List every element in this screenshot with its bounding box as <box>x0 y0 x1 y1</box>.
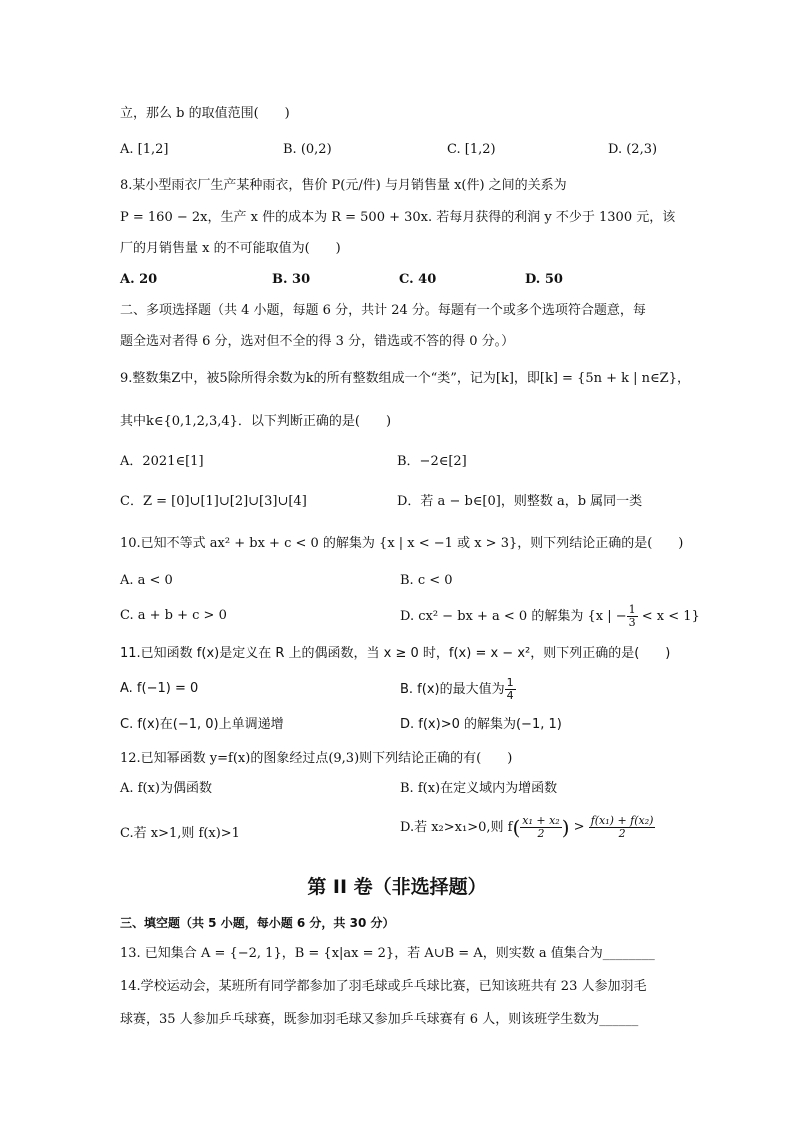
q8-line-1: 8.某小型雨衣厂生产某种雨衣，售价 P(元/件) 与月销售量 x(件) 之间的关系为 <box>120 178 567 193</box>
q10-option-d-tail: < x < 1} <box>637 609 700 624</box>
section2-line-2: 题全选对者得 6 分，选对但不全的得 3 分，错选或不答的得 0 分。） <box>120 334 515 349</box>
q12-option-a: A. f(x)为偶函数 <box>120 781 212 796</box>
q9-option-b: B．−2∈[2] <box>397 454 467 469</box>
q11-option-b-fraction: $\frac{1}{4}$ <box>506 676 514 702</box>
q12-option-d: D.若 x₂>x₁>0,则 f( $\frac{\text{x₁ + x₂}}{2}$ ) > $\frac{\text{f(x₁) + f(x₂)}}{2}$ <box>400 814 654 840</box>
q12-line-1: 12.已知幂函数 y=f(x)的图象经过点(9,3)则下列结论正确的有( ) <box>120 751 513 766</box>
q12-option-d-text: D.若 x₂>x₁>0,则 f <box>400 820 513 835</box>
q11-line-1: 11.已知函数 f(x)是定义在 R 上的偶函数，当 x ≥ 0 时，f(x) = x − x²，则下列正确的是( ) <box>120 646 671 661</box>
part2-title: 第 II 卷（非选择题） <box>307 876 487 898</box>
q9-line-1: 9.整数集Z中，被5除所得余数为k的所有整数组成一个“类”，记为[k]，即[k] = {5n + k | n∈Z}， <box>120 371 690 386</box>
q14-line-2: 球赛，35 人参加乒乓球赛，既参加羽毛球又参加乒乓球赛有 6 人，则该班学生数为______ <box>120 1012 639 1027</box>
q12-option-d-fraction-right: $\frac{\text{f(x₁) + f(x₂)}}{2}$ <box>590 814 654 840</box>
section3-heading: 三、填空题（共 5 小题，每小题 6 分，共 30 分） <box>120 916 395 930</box>
q8-line-3: 厂的月销售量 x 的不可能取值为( ) <box>120 241 341 256</box>
q9-line-2: 其中k∈{0,1,2,3,4}．以下判断正确的是( ) <box>120 414 392 429</box>
q14-line-1: 14.学校运动会，某班所有同学都参加了羽毛球或乒乓球比赛，已知该班共有 23 人参加羽毛 <box>120 979 647 994</box>
q10-option-d-fraction: $\frac{1}{3}$ <box>628 603 636 629</box>
q11-option-b <box>400 677 516 702</box>
q10-option-d <box>400 604 700 629</box>
q10-option-d-text: D. cx² − bx + a < 0 的解集为 {x | − <box>400 609 627 624</box>
q9-option-a: A．2021∈[1] <box>120 454 204 469</box>
q12-option-b: B. f(x)在定义域内为增函数 <box>400 781 558 796</box>
q8-option-c: C. 40 <box>399 272 437 287</box>
q10-option-b: B. c < 0 <box>400 573 453 588</box>
q11-option-d: D. f(x)>0 的解集为(−1, 1) <box>400 717 562 732</box>
q9-option-d: D．若 a − b∈[0]，则整数 a，b 属同一类 <box>397 494 643 509</box>
q7-option-d: D. (2,3) <box>608 142 658 157</box>
q10-option-a: A. a < 0 <box>120 573 173 588</box>
q11-option-b-text: B. f(x)的最大值为 <box>400 682 505 697</box>
q8-option-d: D. 50 <box>525 272 563 287</box>
q13-text: 13. 已知集合 A = {−2, 1}，B = {x|ax = 2}，若 A∪B = A，则实数 a 值集合为________ <box>120 946 655 961</box>
q9-option-c: C．Z = [0]∪[1]∪[2]∪[3]∪[4] <box>120 494 307 509</box>
q7-tail-text: 立，那么 b 的取值范围( ) <box>120 106 290 121</box>
q7-option-a: A. [1,2] <box>120 142 169 157</box>
q11-option-a: A. f(−1) = 0 <box>120 681 199 696</box>
q12-option-c: C.若 x>1,则 f(x)>1 <box>120 826 240 841</box>
q11-option-c: C. f(x)在(−1, 0)上单调递增 <box>120 717 284 732</box>
q10-option-c: C. a + b + c > 0 <box>120 608 227 623</box>
section2-line-1: 二、多项选择题（共 4 小题，每题 6 分，共计 24 分。每题有一个或多个选项符合题意，每 <box>120 303 646 318</box>
q8-option-a: A. 20 <box>120 272 158 287</box>
q8-line-2: P = 160 − 2x，生产 x 件的成本为 R = 500 + 30x. 若每月获得的利润 y 不少于 1300 元，该 <box>120 210 676 225</box>
q8-option-b: B. 30 <box>272 272 311 287</box>
q7-option-b: B. (0,2) <box>283 142 332 157</box>
q12-option-d-fraction-left: $\frac{\text{x₁ + x₂}}{2}$ <box>522 814 560 840</box>
q10-line-1: 10.已知不等式 ax² + bx + c < 0 的解集为 {x | x < −1 或 x > 3}，则下列结论正确的是( ) <box>120 536 684 551</box>
q7-option-c: C. [1,2) <box>447 142 496 157</box>
